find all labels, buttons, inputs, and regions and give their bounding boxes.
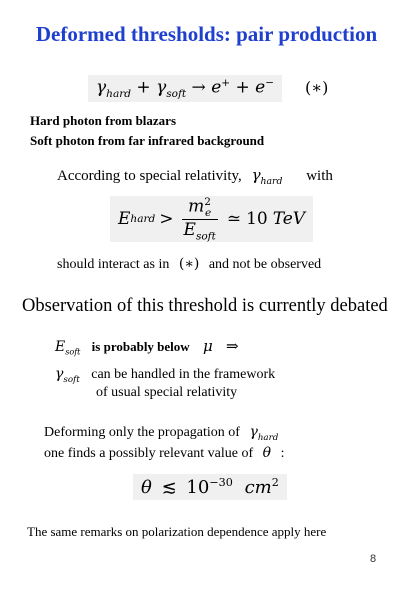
slide-title: Deformed thresholds: pair production (35, 22, 378, 46)
esoft-line: $E_{soft}$ is probably below μ ⇒ (55, 337, 239, 357)
gsoft-line-1: $\gamma_{soft}$ can be handled in the framework (55, 366, 276, 385)
remarks-line: The same remarks on polarization dependence apply here (27, 524, 327, 539)
note-soft-photon: Soft photon from far infrared background (30, 133, 265, 148)
debate-heading: Observation of this threshold is currently debated (22, 296, 388, 316)
special-relativity-line: According to special relativity, $\gamma_{hard}$ with (57, 166, 333, 187)
gsoft-line-2: of usual special relativity (96, 385, 238, 400)
deform-line-1: Deforming only the propagation of $\gamma_{hard}$ (44, 424, 279, 443)
theta-bound-formula: θ ≲ $10^{-30}$ $cm^2$ (133, 474, 287, 500)
deform-line-2: one finds a possibly relevant value of θ : (44, 445, 285, 461)
threshold-formula: E hard > $\frac{m^2_e}{E_{soft}}$ ≃ 10 TeV (110, 196, 313, 242)
note-hard-photon: Hard photon from blazars (30, 113, 177, 128)
threshold-fraction: $\frac{m^2_e}{E_{soft}}$ (183, 195, 216, 243)
interact-line: should interact as in (∗) and not be observed (57, 256, 322, 272)
reaction-formula: $\gamma_{hard} + \gamma_{soft} \to e^+ + e^-$ (88, 75, 282, 102)
reaction-tag: (∗) (305, 78, 329, 97)
page-number: 8 (370, 553, 377, 565)
